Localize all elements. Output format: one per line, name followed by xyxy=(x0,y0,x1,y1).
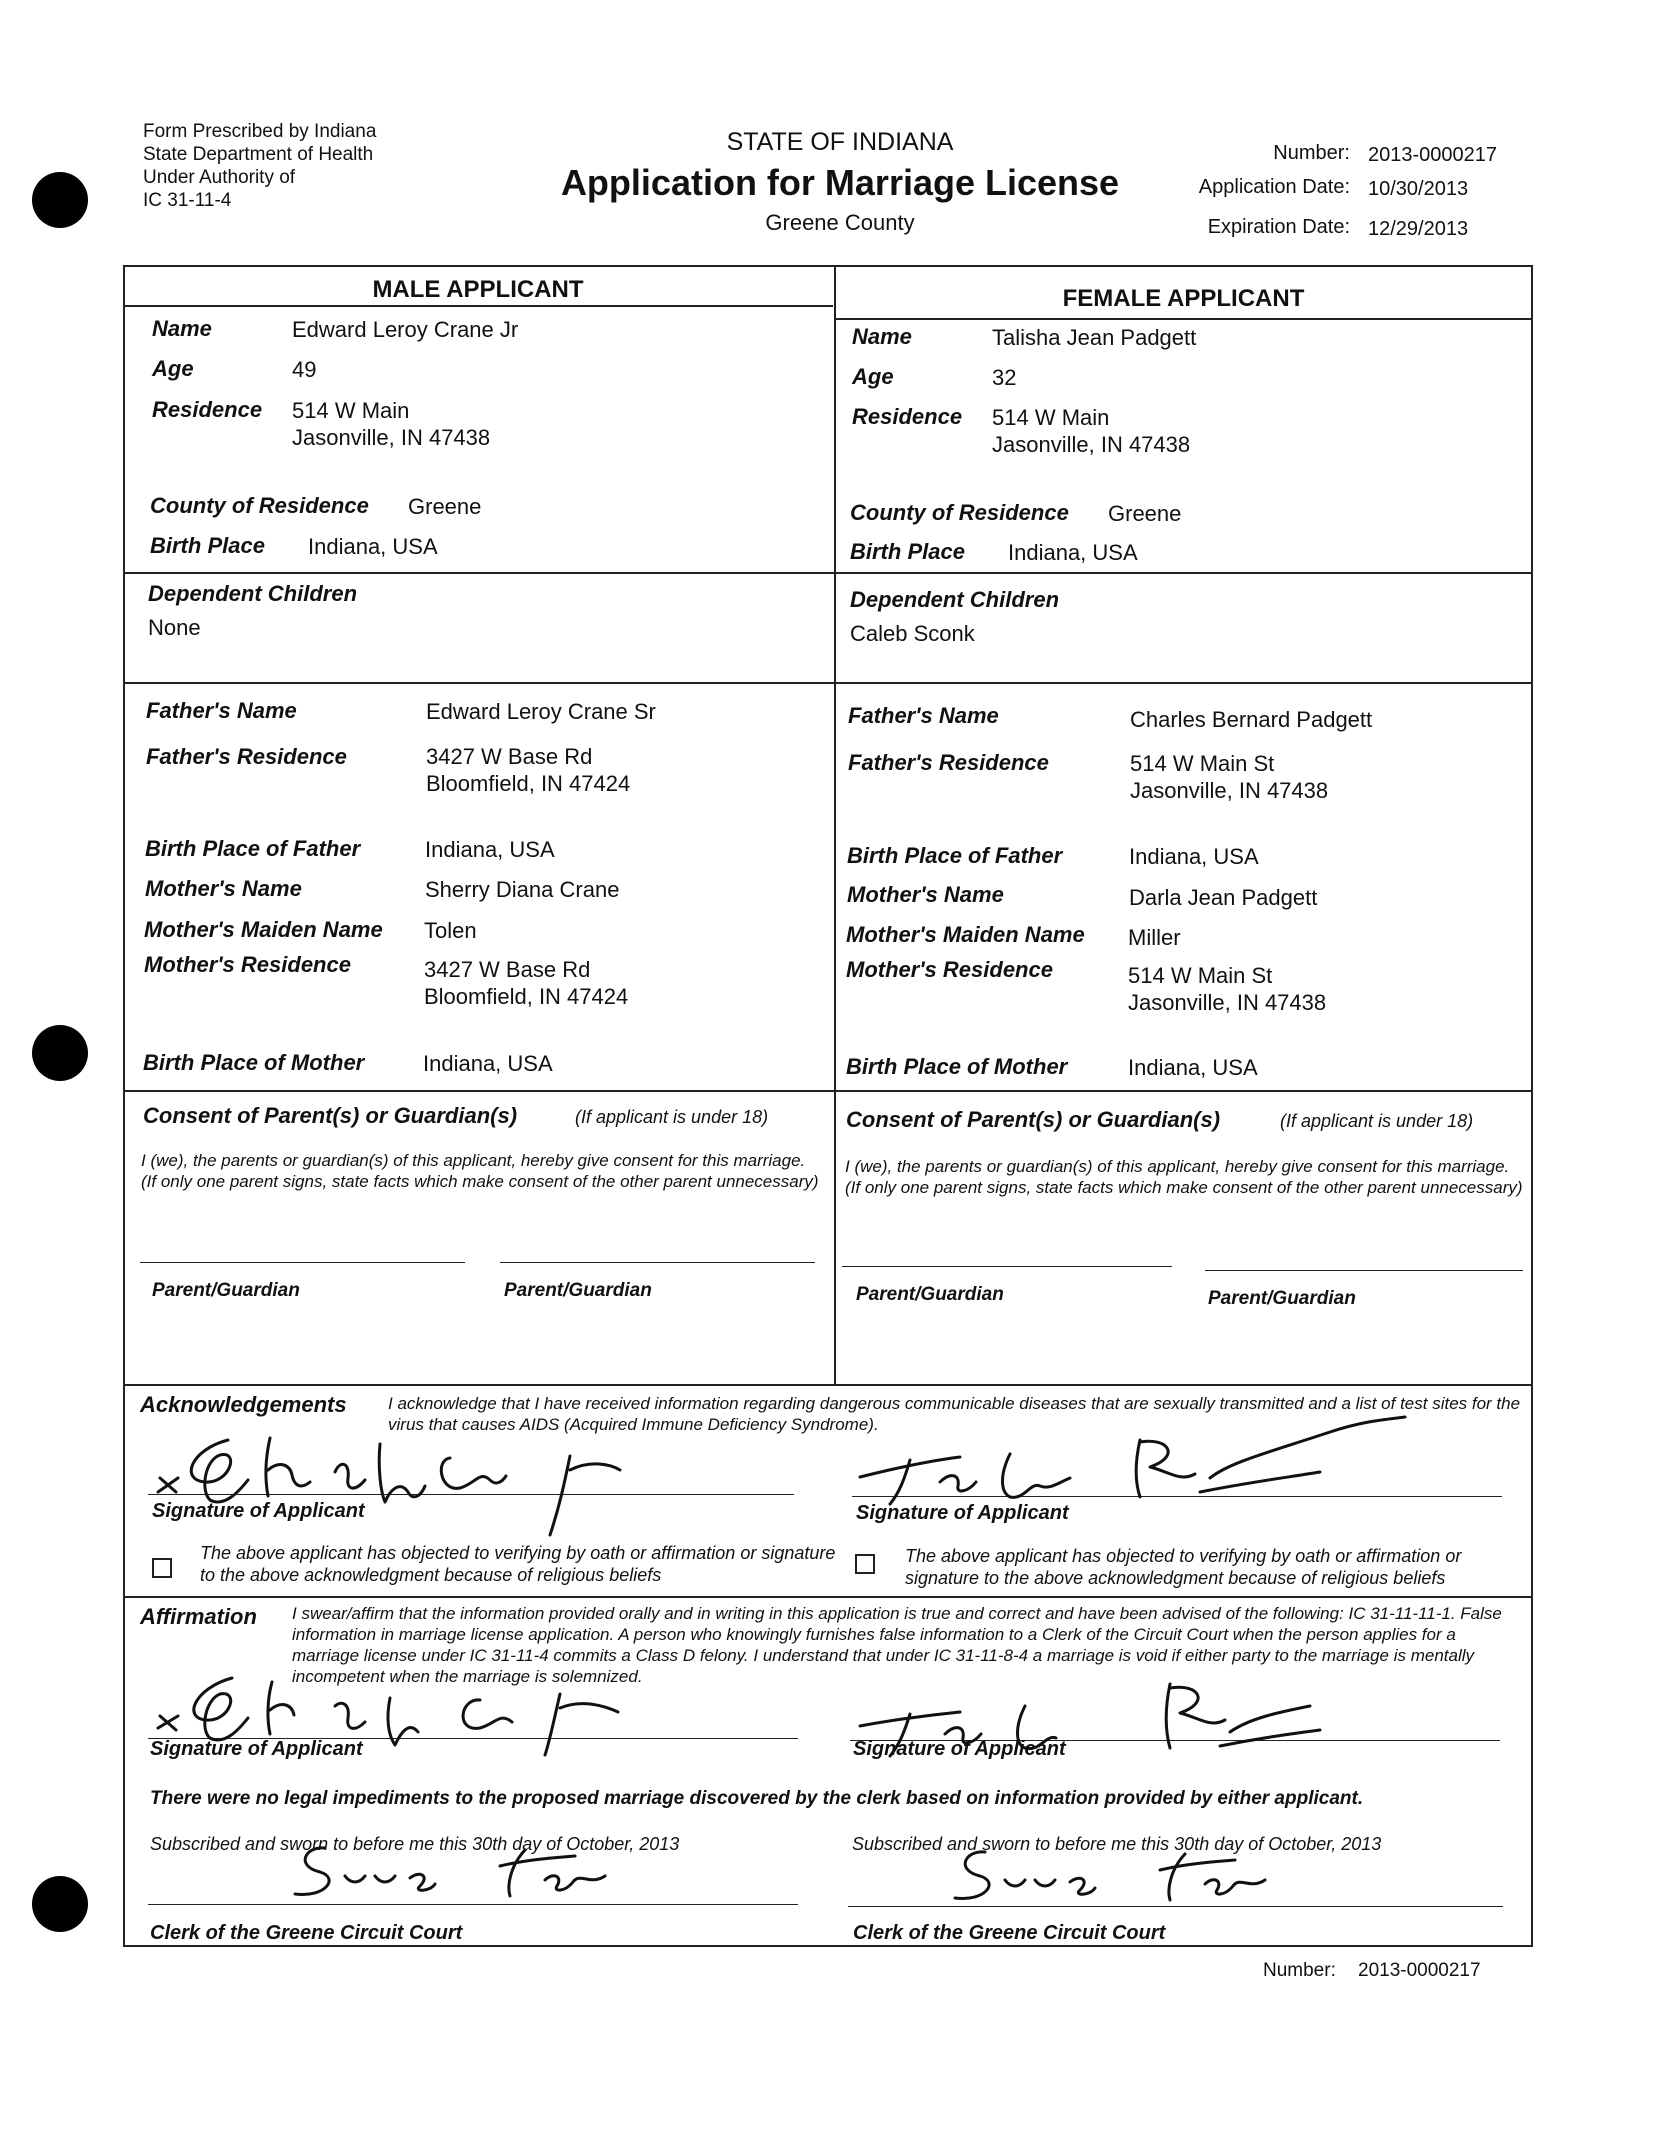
male-parent-signature-line xyxy=(140,1262,465,1263)
affirmation-title: Affirmation xyxy=(140,1604,257,1629)
female-fathers-name-label: Father's Name xyxy=(848,703,999,728)
female-consent-text: I (we), the parents or guardian(s) of this applicant, hereby give consent for this marriage. (If only one parent signs, state facts which make consent of the other parent unnecessary) xyxy=(845,1157,1523,1197)
male-parent-signature-line xyxy=(500,1262,815,1263)
female-mothers-residence: 514 W Main St Jasonville, IN 47438 xyxy=(1128,963,1327,1015)
acknowledgements-text: I acknowledge that I have received information regarding dangerous communicable diseases that are sexually transmitted and a list of test sites for the virus that causes AIDS (Acquired Immune Deficiency Syndrome). xyxy=(388,1394,1521,1434)
form-authority xyxy=(143,120,376,212)
female-mothers-residence-label: Mother's Residence xyxy=(846,957,1053,982)
state-name: STATE OF INDIANA xyxy=(726,128,954,156)
binder-hole-bottom xyxy=(32,1876,88,1932)
female-residence: 514 W Main Jasonville, IN 47438 xyxy=(992,405,1191,457)
female-birth-place-father-label: Birth Place of Father xyxy=(847,843,1063,868)
male-mothers-residence-label: Mother's Residence xyxy=(144,952,351,977)
female-parent-signature-line xyxy=(842,1266,1172,1267)
authority-line: Form Prescribed by Indiana xyxy=(143,121,377,142)
column-divider xyxy=(834,265,836,1385)
male-parent-guardian-label: Parent/Guardian xyxy=(152,1280,300,1301)
binder-hole-middle xyxy=(32,1025,88,1081)
male-dependent-children: None xyxy=(148,615,201,640)
female-birth-place: Indiana, USA xyxy=(1008,540,1138,565)
footer-number-label: Number: xyxy=(1263,1960,1336,1981)
male-name-label: Name xyxy=(152,316,212,341)
male-mothers-maiden-name: Tolen xyxy=(424,918,477,943)
female-residence-label: Residence xyxy=(852,404,963,429)
female-mothers-maiden-name-label: Mother's Maiden Name xyxy=(846,922,1085,947)
female-ack-signature-label: Signature of Applicant xyxy=(856,1502,1069,1524)
male-name: Edward Leroy Crane Jr xyxy=(292,317,519,342)
number-label: Number: xyxy=(1273,142,1350,164)
female-dependent-children: Caleb Sconk xyxy=(850,621,975,646)
female-birth-place-mother: Indiana, USA xyxy=(1128,1055,1258,1080)
female-parent-signature-line xyxy=(1205,1270,1523,1271)
section-divider xyxy=(123,1090,1533,1092)
male-fathers-name-label: Father's Name xyxy=(146,698,297,723)
male-mothers-residence: 3427 W Base Rd Bloomfield, IN 47424 xyxy=(424,957,629,1009)
county-name: Greene County xyxy=(765,210,915,235)
male-age-label: Age xyxy=(152,356,194,381)
female-mothers-name-label: Mother's Name xyxy=(847,882,1004,907)
male-applicant-heading: MALE APPLICANT xyxy=(372,276,584,303)
female-applicant-heading: FEMALE APPLICANT xyxy=(1062,285,1305,312)
authority-line: IC 31-11-4 xyxy=(143,190,232,211)
female-parent-guardian-label: Parent/Guardian xyxy=(856,1284,1004,1305)
female-clerk-label: Clerk of the Greene Circuit Court xyxy=(853,1922,1166,1944)
form-title: Application for Marriage License xyxy=(560,162,1120,203)
male-fathers-name: Edward Leroy Crane Sr xyxy=(426,699,656,724)
expiration-date-label: Expiration Date: xyxy=(1207,216,1350,238)
male-consent-title: Consent of Parent(s) or Guardian(s) xyxy=(143,1103,518,1128)
female-age: 32 xyxy=(992,365,1017,390)
male-birth-place: Indiana, USA xyxy=(308,534,438,559)
female-affirm-signature-label: Signature of Applicant xyxy=(853,1738,1066,1760)
male-county-label: County of Residence xyxy=(150,493,369,518)
male-birth-place-father-label: Birth Place of Father xyxy=(145,836,361,861)
heading-underline xyxy=(123,305,833,307)
female-consent-note: (If applicant is under 18) xyxy=(1280,1111,1474,1131)
male-residence-label: Residence xyxy=(152,397,263,422)
male-parent-guardian-label: Parent/Guardian xyxy=(504,1280,652,1301)
expiration-date-value: 12/29/2013 xyxy=(1368,218,1469,240)
female-dependent-children-label: Dependent Children xyxy=(850,587,1060,612)
female-consent-title: Consent of Parent(s) or Guardian(s) xyxy=(846,1107,1221,1132)
male-consent-text: I (we), the parents or guardian(s) of this applicant, hereby give consent for this marriage. (If only one parent signs, state facts which make consent of the other parent unnecessary) xyxy=(141,1151,819,1191)
section-divider xyxy=(123,572,1533,574)
male-mothers-name-label: Mother's Name xyxy=(145,876,302,901)
male-clerk-label: Clerk of the Greene Circuit Court xyxy=(150,1922,463,1944)
male-objection-checkbox[interactable] xyxy=(152,1558,172,1578)
number-value: 2013-0000217 xyxy=(1368,144,1498,166)
authority-line: Under Authority of xyxy=(143,167,296,188)
section-divider xyxy=(123,1384,1533,1386)
female-sworn-text: Subscribed and sworn to before me this 30th day of October, 2013 xyxy=(852,1834,1382,1854)
acknowledgements-title: Acknowledgements xyxy=(140,1392,347,1417)
female-birth-place-label: Birth Place xyxy=(850,539,965,564)
female-objection-text: The above applicant has objected to verifying by oath or affirmation or signature to the above acknowledgment because of religious beliefs xyxy=(905,1546,1462,1588)
male-mothers-maiden-name-label: Mother's Maiden Name xyxy=(144,917,383,942)
female-county: Greene xyxy=(1108,501,1182,526)
female-mothers-maiden-name: Miller xyxy=(1128,925,1181,950)
female-parent-guardian-label: Parent/Guardian xyxy=(1208,1288,1356,1309)
male-birth-place-mother: Indiana, USA xyxy=(423,1051,553,1076)
section-divider xyxy=(123,1596,1533,1598)
female-name: Talisha Jean Padgett xyxy=(992,325,1197,350)
authority-line: State Department of Health xyxy=(143,144,374,165)
male-residence: 514 W Main Jasonville, IN 47438 xyxy=(292,398,491,450)
male-clerk-signature-line xyxy=(148,1904,798,1905)
male-birth-place-mother-label: Birth Place of Mother xyxy=(143,1050,365,1075)
female-county-label: County of Residence xyxy=(850,500,1069,525)
female-fathers-residence: 514 W Main St Jasonville, IN 47438 xyxy=(1130,751,1329,803)
impediments-statement: There were no legal impediments to the proposed marriage discovered by the clerk based on information provided by either applicant. xyxy=(150,1788,1364,1809)
application-date-value: 10/30/2013 xyxy=(1368,178,1469,200)
female-clerk-signature-line xyxy=(848,1906,1503,1907)
footer-number-value: 2013-0000217 xyxy=(1358,1960,1481,1981)
male-dependent-children-label: Dependent Children xyxy=(148,581,358,606)
male-affirm-signature-label: Signature of Applicant xyxy=(150,1738,363,1760)
application-date-label: Application Date: xyxy=(1198,176,1350,198)
male-birth-place-label: Birth Place xyxy=(150,533,265,558)
female-birth-place-mother-label: Birth Place of Mother xyxy=(846,1054,1068,1079)
female-age-label: Age xyxy=(852,364,894,389)
male-fathers-residence-label: Father's Residence xyxy=(146,744,347,769)
male-birth-place-father: Indiana, USA xyxy=(425,837,555,862)
male-age: 49 xyxy=(292,357,317,382)
female-name-label: Name xyxy=(852,324,912,349)
male-mothers-name: Sherry Diana Crane xyxy=(425,877,620,902)
male-ack-signature-label: Signature of Applicant xyxy=(152,1500,365,1522)
male-objection-text: The above applicant has objected to verifying by oath or affirmation or signature to the above acknowledgment because of religious beliefs xyxy=(200,1543,836,1585)
section-divider xyxy=(123,682,1533,684)
female-birth-place-father: Indiana, USA xyxy=(1129,844,1259,869)
binder-hole-top xyxy=(32,172,88,228)
male-clerk-signature xyxy=(285,1836,645,1906)
affirmation-text: I swear/affirm that the information provided orally and in writing in this application is true and correct and have been advised of the following: IC 31-11-11-1. False information in marriage license application. A person who knowingly furnishes false information to a Clerk of the Circuit Court when the person applies for a marriage license under IC 31-11-4 commits a Class D felony. I understand that under IC 31-11-8-4 a marriage is void if either party to the marriage is mentally incompetent when the marriage is solemnized. xyxy=(292,1604,1502,1686)
female-fathers-residence-label: Father's Residence xyxy=(848,750,1049,775)
female-clerk-signature xyxy=(945,1840,1305,1910)
female-objection-checkbox[interactable] xyxy=(855,1554,875,1574)
male-fathers-residence: 3427 W Base Rd Bloomfield, IN 47424 xyxy=(426,744,631,796)
heading-underline xyxy=(834,318,1533,320)
female-fathers-name: Charles Bernard Padgett xyxy=(1130,707,1373,732)
male-county: Greene xyxy=(408,494,482,519)
male-consent-note: (If applicant is under 18) xyxy=(575,1107,769,1127)
female-mothers-name: Darla Jean Padgett xyxy=(1129,885,1318,910)
male-sworn-text: Subscribed and sworn to before me this 30th day of October, 2013 xyxy=(150,1834,680,1854)
